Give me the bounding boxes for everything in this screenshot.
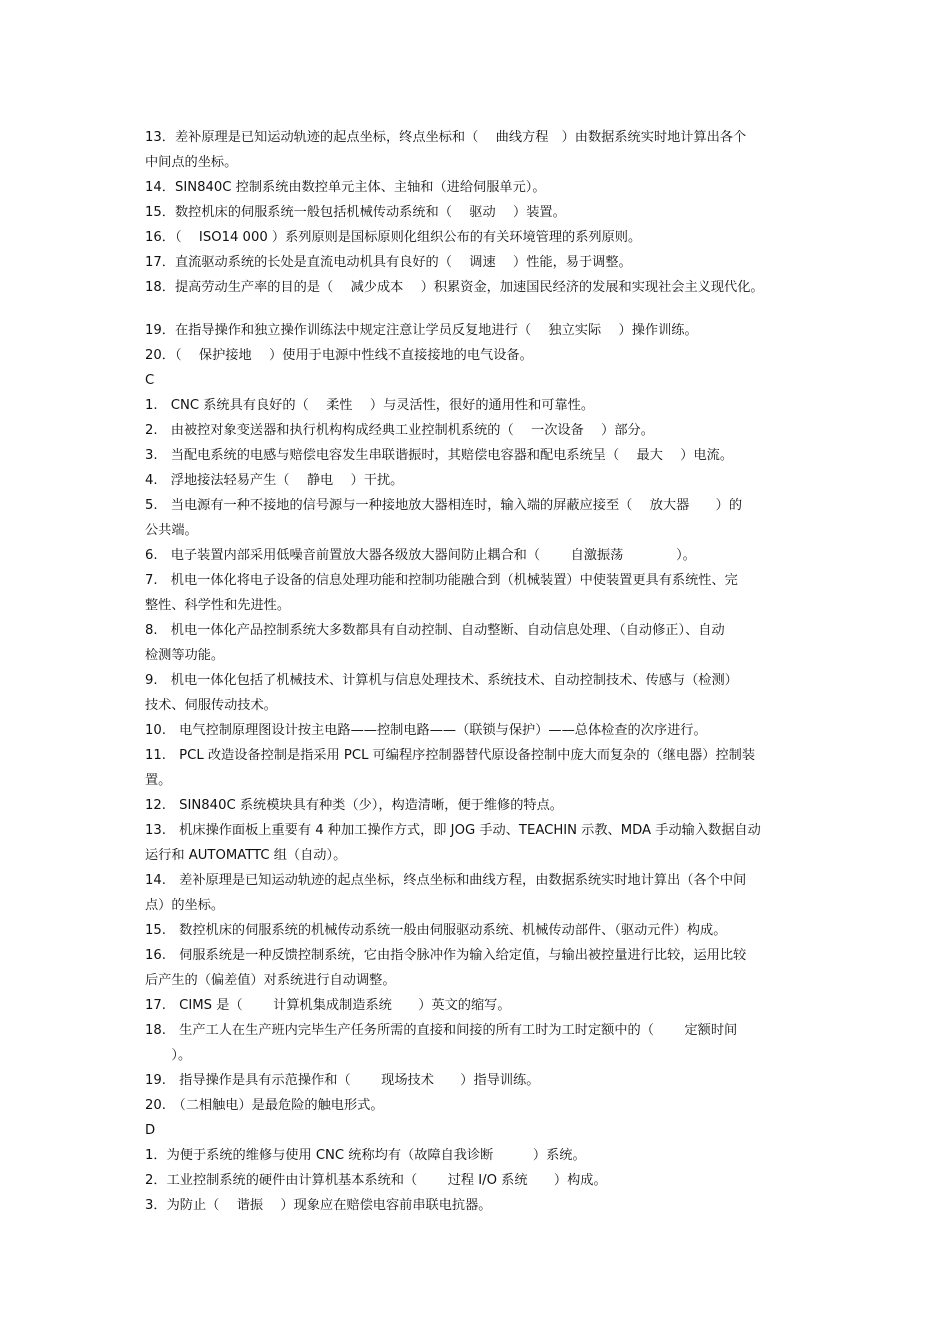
text-line: 17．直流驱动系统的长处是直流电动机具有良好的（ 调速 ）性能，易于调整。 bbox=[145, 255, 632, 270]
text-line: 公共端。 bbox=[145, 523, 198, 538]
text-line: 14. 差补原理是已知运动轨迹的起点坐标，终点坐标和曲线方程，由数据系统实时地计算出（各个中间 bbox=[145, 873, 747, 888]
document-body bbox=[145, 125, 825, 1218]
text-line: 1．为便于系统的维修与使用 CNC 统称均有（故障自我诊断 ）系统。 bbox=[145, 1148, 586, 1163]
text-line: 置。 bbox=[145, 773, 172, 788]
text-line: 点）的坐标。 bbox=[145, 898, 225, 913]
text-line: 14．SIN840C 控制系统由数控单元主体、主轴和（进给伺服单元）。 bbox=[145, 180, 546, 195]
text-line: 12. SIN840C 系统模块具有种类（少），构造清晰，便于维修的特点。 bbox=[145, 798, 563, 813]
text-line: 15．数控机床的伺服系统一般包括机械传动系统和（ 驱动 ）装置。 bbox=[145, 205, 566, 220]
text-line: 8. 机电一体化产品控制系统大多数都具有自动控制、自动整断、自动信息处理、（自动修正）、自动 bbox=[145, 623, 725, 638]
text-line: 20. （二相触电）是最危险的触电形式。 bbox=[145, 1098, 384, 1113]
text-line: 16. 伺服系统是一种反馈控制系统，它由指令脉冲作为输入给定值，与输出被控量进行比较，运用比较 bbox=[145, 948, 747, 963]
text-line: 3. 当配电系统的电感与赔偿电容发生串联谐振时，其赔偿电容器和配电系统呈（ 最大 ）电流。 bbox=[145, 448, 734, 463]
text-line: 技术、伺服传动技术。 bbox=[145, 698, 277, 713]
text-line: 19. 指导操作是具有示范操作和（ 现场技术 ）指导训练。 bbox=[145, 1073, 540, 1088]
text-line: 13．差补原理是已知运动轨迹的起点坐标，终点坐标和（ 曲线方程 ）由数据系统实时地计算出各个 bbox=[145, 130, 747, 145]
text-line: 20．（ 保护接地 ）使用于电源中性线不直接接地的电气设备。 bbox=[145, 348, 533, 363]
section-heading: C bbox=[145, 373, 155, 388]
text-line: 运行和 AUTOMATTC 组（自动）。 bbox=[145, 848, 347, 863]
text-line: 18. 生产工人在生产班内完毕生产任务所需的直接和间接的所有工时为工时定额中的（ 定额时间 bbox=[145, 1023, 738, 1038]
text-line: 中间点的坐标。 bbox=[145, 155, 238, 170]
text-line: 19．在指导操作和独立操作训练法中规定注意让学员反复地进行（ 独立实际 ）操作训练。 bbox=[145, 323, 698, 338]
text-line: 9. 机电一体化包括了机械技术、计算机与信息处理技术、系统技术、自动控制技术、传感与（检测） bbox=[145, 673, 738, 688]
text-line: 整性、科学性和先进性。 bbox=[145, 598, 291, 613]
text-line: 3．为防止（ 谐振 ）现象应在赔偿电容前串联电抗器。 bbox=[145, 1198, 492, 1213]
text-line: 1. CNC 系统具有良好的（ 柔性 ）与灵活性，很好的通用性和可靠性。 bbox=[145, 398, 595, 413]
text-line: 后产生的（偏差值）对系统进行自动调整。 bbox=[145, 973, 396, 988]
text-line: 7. 机电一体化将电子设备的信息处理功能和控制功能融合到（机械装置）中使装置更具有系统性、完 bbox=[145, 573, 738, 588]
text-line: 4. 浮地接法轻易产生（ 静电 ）干扰。 bbox=[145, 473, 404, 488]
section-heading: D bbox=[145, 1123, 156, 1138]
text-line: 6. 电子装置内部采用低噪音前置放大器各级放大器间防止耦合和（ 自激振荡 ）。 bbox=[145, 548, 696, 563]
text-line: 13. 机床操作面板上重要有 4 种加工操作方式，即 JOG 手动、TEACHIN 示教、MDA 手动输入数据自动 bbox=[145, 823, 761, 838]
text-line: 16．（ ISO14 000 ）系列原则是国标原则化组织公布的有关环境管理的系列原则。 bbox=[145, 230, 642, 245]
text-line: 2．工业控制系统的硬件由计算机基本系统和（ 过程 I/O 系统 ）构成。 bbox=[145, 1173, 607, 1188]
text-line: 2. 由被控对象变送器和执行机构构成经典工业控制机系统的（ 一次设备 ）部分。 bbox=[145, 423, 654, 438]
text-line: 5. 当电源有一种不接地的信号源与一种接地放大器相连时，输入端的屏蔽应接至（ 放大器 ）的 bbox=[145, 498, 743, 513]
text-line: ）。 bbox=[145, 1048, 192, 1063]
text-line: 检测等功能。 bbox=[145, 648, 225, 663]
text-line: 17. CIMS 是（ 计算机集成制造系统 ）英文的缩写。 bbox=[145, 998, 511, 1013]
text-line: 10. 电气控制原理图设计按主电路——控制电路——（联锁与保护）——总体检查的次序进行。 bbox=[145, 723, 707, 738]
text-line: 11. PCL 改造设备控制是指采用 PCL 可编程序控制器替代原设备控制中庞大而复杂的（继电器）控制装 bbox=[145, 748, 756, 763]
text-line: 18．提高劳动生产率的目的是（ 减少成本 ）积累资金，加速国民经济的发展和实现社会主义现代化。 bbox=[145, 280, 764, 295]
text-line: 15. 数控机床的伺服系统的机械传动系统一般由伺服驱动系统、机械传动部件、（驱动元件）构成。 bbox=[145, 923, 727, 938]
paragraph-gap bbox=[145, 300, 825, 318]
